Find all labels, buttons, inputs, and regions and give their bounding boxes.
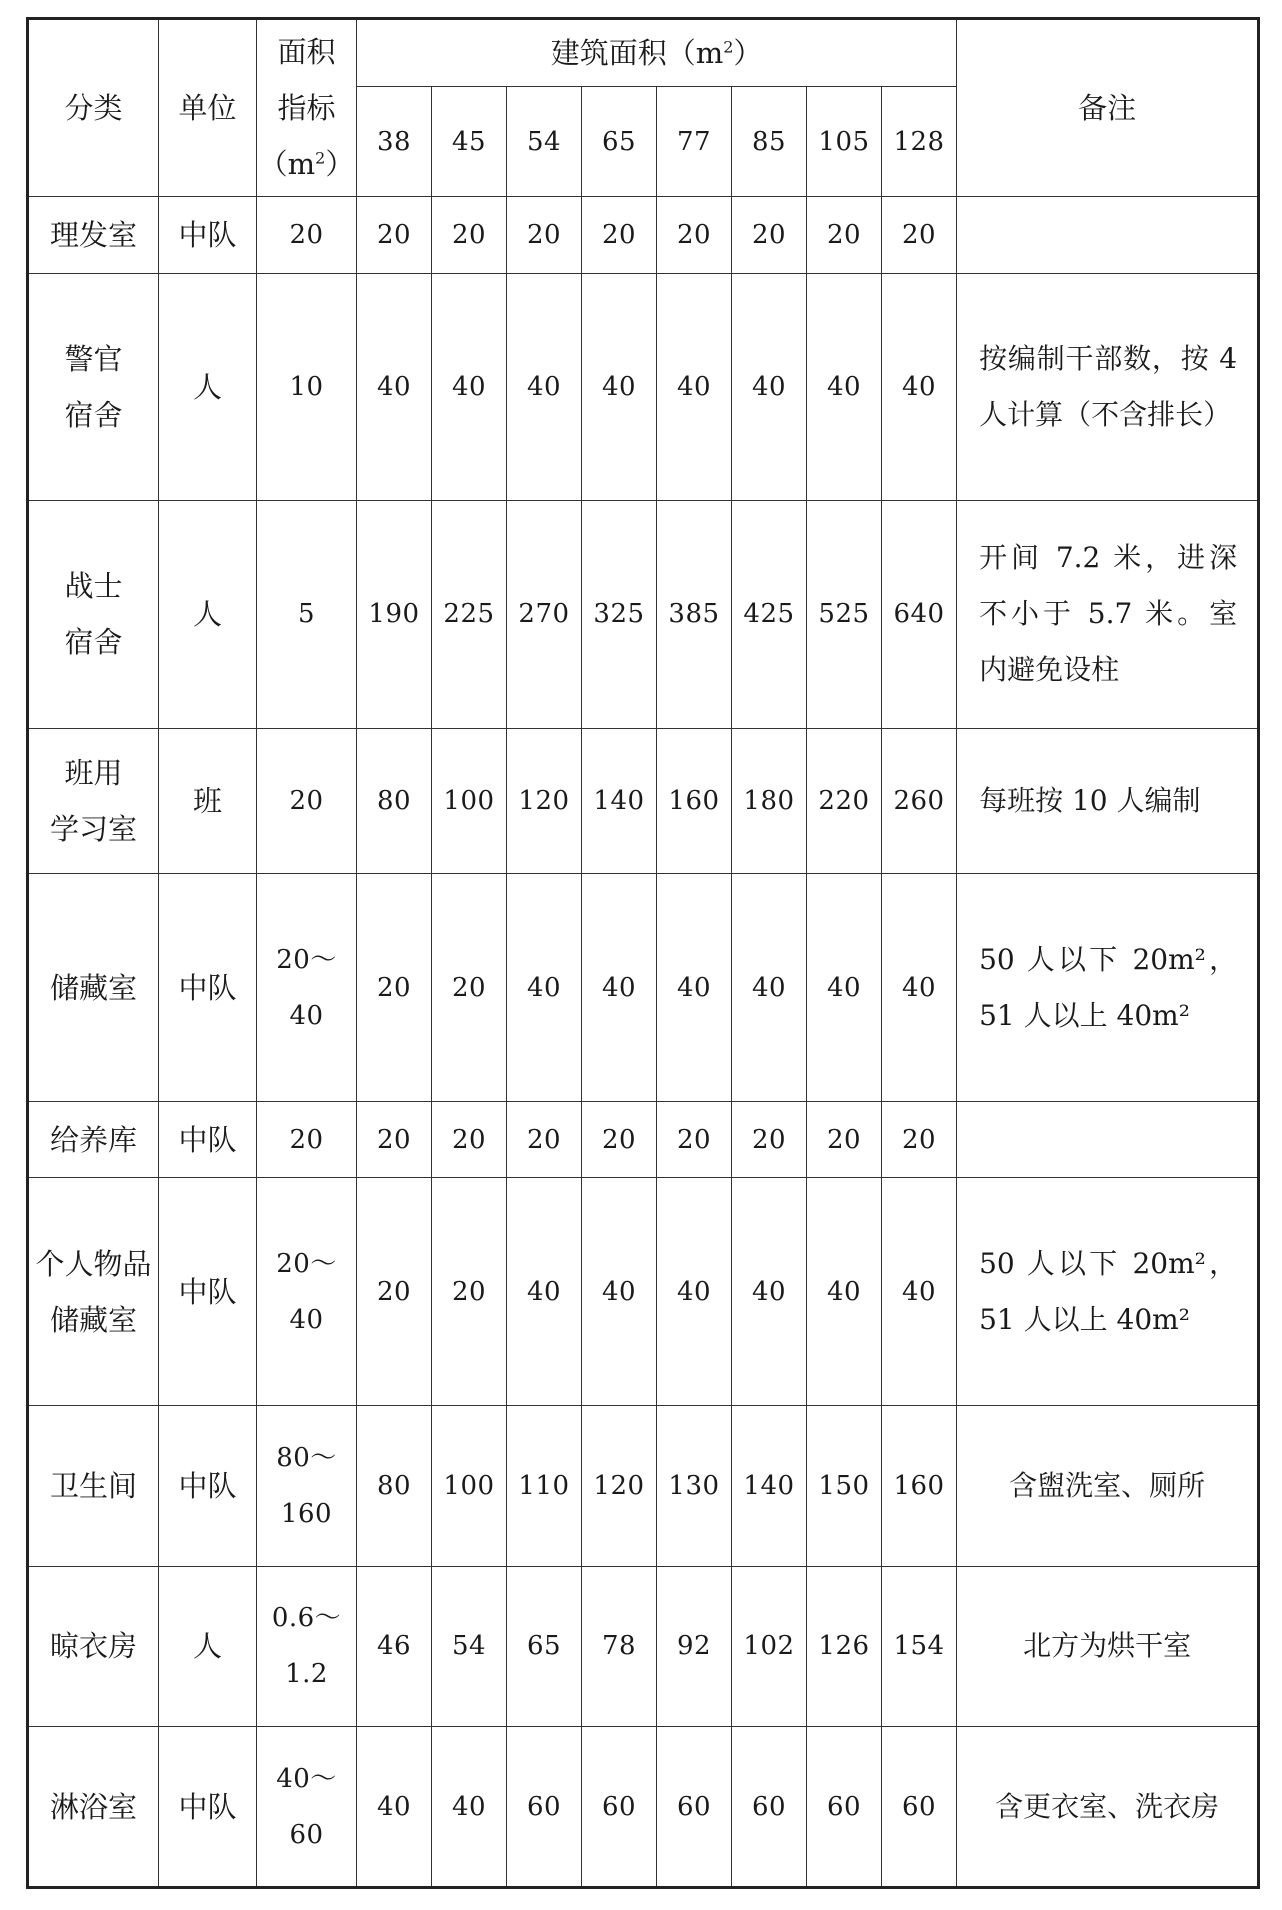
building-area-value-cell: 40 — [657, 273, 732, 500]
table-row — [28, 874, 1259, 1101]
area-standard-table — [26, 17, 1260, 1889]
header-building-size-77: 77 — [657, 87, 732, 197]
building-area-value-cell: 80 — [357, 728, 432, 874]
header-building-size-105: 105 — [807, 87, 882, 197]
table-row — [28, 1405, 1259, 1566]
unit-cell: 中队 — [159, 1405, 257, 1566]
building-area-value-cell: 154 — [882, 1566, 957, 1727]
room-name-cell: 战士 宿舍 — [28, 501, 159, 728]
header-area-index-line3 — [257, 136, 356, 192]
building-area-value-cell: 220 — [807, 728, 882, 874]
building-area-value-cell: 130 — [657, 1405, 732, 1566]
room-name-cell: 个人物品 储藏室 — [28, 1178, 159, 1405]
building-area-value-cell: 225 — [432, 501, 507, 728]
building-area-value-cell: 78 — [582, 1566, 657, 1727]
building-area-value-cell: 20 — [882, 1101, 957, 1178]
remark-cell: 含更衣室、洗衣房 — [957, 1727, 1259, 1888]
header-remarks-text: 备注 — [1078, 91, 1137, 125]
building-area-value-cell: 20 — [582, 1101, 657, 1178]
building-area-value-cell: 190 — [357, 501, 432, 728]
building-area-value-cell: 20 — [432, 1178, 507, 1405]
building-area-value-cell: 20 — [357, 1178, 432, 1405]
building-area-value-cell: 40 — [507, 874, 582, 1101]
table-row — [28, 1566, 1259, 1727]
header-area-index-line2: 指标 — [277, 91, 336, 125]
building-area-value-cell: 20 — [732, 1101, 807, 1178]
header-unit — [159, 19, 257, 197]
header-building-area — [357, 19, 957, 87]
header-building-size-45: 45 — [432, 87, 507, 197]
building-area-value-cell: 60 — [582, 1727, 657, 1888]
room-name-cell: 警官 宿舍 — [28, 273, 159, 500]
unit-cell: 人 — [159, 1566, 257, 1727]
header-building-area-sup: 2 — [723, 37, 734, 57]
remark-cell: 北方为烘干室 — [957, 1566, 1259, 1727]
header-category-text: 分类 — [64, 91, 123, 125]
table-row — [28, 1178, 1259, 1405]
building-area-value-cell: 40 — [807, 1178, 882, 1405]
room-name-cell: 给养库 — [28, 1101, 159, 1178]
header-area-index-unit: （m — [258, 147, 316, 181]
unit-cell: 中队 — [159, 1178, 257, 1405]
table-row — [28, 728, 1259, 874]
room-name-cell: 班用 学习室 — [28, 728, 159, 874]
building-area-value-cell: 100 — [432, 1405, 507, 1566]
table-row — [28, 273, 1259, 500]
remark-cell — [957, 197, 1259, 274]
building-area-value-cell: 325 — [582, 501, 657, 728]
building-area-value-cell: 40 — [507, 273, 582, 500]
building-area-value-cell: 640 — [882, 501, 957, 728]
area-standard-table-frame — [26, 17, 1258, 1889]
building-area-value-cell: 20 — [507, 1101, 582, 1178]
table-row — [28, 1101, 1259, 1178]
area-index-cell: 20～ 40 — [257, 874, 357, 1101]
remark-cell: 50 人以下 20m²，51 人以上 40m² — [957, 874, 1259, 1101]
area-index-cell: 20 — [257, 728, 357, 874]
building-area-value-cell: 385 — [657, 501, 732, 728]
header-area-index-line1: 面积 — [277, 35, 336, 69]
building-area-value-cell: 40 — [732, 273, 807, 500]
unit-cell: 中队 — [159, 874, 257, 1101]
room-name-cell: 晾衣房 — [28, 1566, 159, 1727]
building-area-value-cell: 110 — [507, 1405, 582, 1566]
building-area-value-cell: 40 — [657, 1178, 732, 1405]
header-building-size-128: 128 — [882, 87, 957, 197]
building-area-value-cell: 20 — [507, 197, 582, 274]
building-area-value-cell: 40 — [432, 1727, 507, 1888]
building-area-value-cell: 40 — [432, 273, 507, 500]
header-building-size-65: 65 — [582, 87, 657, 197]
area-index-cell: 20 — [257, 1101, 357, 1178]
room-name-cell: 卫生间 — [28, 1405, 159, 1566]
building-area-value-cell: 20 — [882, 197, 957, 274]
unit-cell: 中队 — [159, 197, 257, 274]
remark-cell: 50 人以下 20m²，51 人以上 40m² — [957, 1178, 1259, 1405]
building-area-value-cell: 270 — [507, 501, 582, 728]
remark-cell — [957, 1101, 1259, 1178]
header-building-size-85: 85 — [732, 87, 807, 197]
area-index-cell: 40～ 60 — [257, 1727, 357, 1888]
remark-cell: 按编制干部数，按 4 人计算（不含排长） — [957, 273, 1259, 500]
building-area-value-cell: 20 — [432, 197, 507, 274]
building-area-value-cell: 20 — [432, 1101, 507, 1178]
unit-cell: 人 — [159, 501, 257, 728]
building-area-value-cell: 40 — [882, 273, 957, 500]
table-row — [28, 501, 1259, 728]
remark-cell: 含盥洗室、厕所 — [957, 1405, 1259, 1566]
header-area-index-close: ） — [325, 147, 355, 181]
building-area-value-cell: 40 — [882, 874, 957, 1101]
remark-cell: 每班按 10 人编制 — [957, 728, 1259, 874]
table-row — [28, 1727, 1259, 1888]
building-area-value-cell: 150 — [807, 1405, 882, 1566]
remark-cell: 开间 7.2 米，进深不小于 5.7 米。室内避免设柱 — [957, 501, 1259, 728]
building-area-value-cell: 120 — [507, 728, 582, 874]
building-area-value-cell: 60 — [807, 1727, 882, 1888]
unit-cell: 班 — [159, 728, 257, 874]
header-building-size-54: 54 — [507, 87, 582, 197]
unit-cell: 中队 — [159, 1101, 257, 1178]
header-building-area-close: ） — [733, 36, 763, 70]
building-area-value-cell: 20 — [657, 197, 732, 274]
building-area-value-cell: 92 — [657, 1566, 732, 1727]
building-area-value-cell: 160 — [657, 728, 732, 874]
building-area-value-cell: 126 — [807, 1566, 882, 1727]
building-area-value-cell: 60 — [882, 1727, 957, 1888]
building-area-value-cell: 20 — [657, 1101, 732, 1178]
building-area-value-cell: 525 — [807, 501, 882, 728]
building-area-value-cell: 40 — [807, 273, 882, 500]
building-area-value-cell: 80 — [357, 1405, 432, 1566]
building-area-value-cell: 40 — [582, 1178, 657, 1405]
area-index-cell: 10 — [257, 273, 357, 500]
building-area-value-cell: 20 — [807, 197, 882, 274]
building-area-value-cell: 20 — [357, 874, 432, 1101]
header-area-index-sup: 2 — [315, 148, 326, 168]
room-name-cell: 储藏室 — [28, 874, 159, 1101]
building-area-value-cell: 60 — [657, 1727, 732, 1888]
building-area-value-cell: 65 — [507, 1566, 582, 1727]
building-area-value-cell: 425 — [732, 501, 807, 728]
building-area-value-cell: 54 — [432, 1566, 507, 1727]
header-building-size-38: 38 — [357, 87, 432, 197]
building-area-value-cell: 140 — [732, 1405, 807, 1566]
building-area-value-cell: 20 — [357, 197, 432, 274]
building-area-value-cell: 40 — [582, 874, 657, 1101]
building-area-value-cell: 40 — [882, 1178, 957, 1405]
unit-cell: 人 — [159, 273, 257, 500]
building-area-value-cell: 20 — [432, 874, 507, 1101]
building-area-value-cell: 40 — [357, 273, 432, 500]
room-name-cell: 理发室 — [28, 197, 159, 274]
header-remarks — [957, 19, 1259, 197]
area-index-cell: 20～ 40 — [257, 1178, 357, 1405]
room-name-cell: 淋浴室 — [28, 1727, 159, 1888]
header-building-area-text: 建筑面积（m — [550, 36, 724, 70]
header-category — [28, 19, 159, 197]
building-area-value-cell: 20 — [357, 1101, 432, 1178]
building-area-value-cell: 40 — [732, 874, 807, 1101]
building-area-value-cell: 20 — [807, 1101, 882, 1178]
area-index-cell: 0.6～ 1.2 — [257, 1566, 357, 1727]
header-unit-text: 单位 — [178, 91, 237, 125]
building-area-value-cell: 180 — [732, 728, 807, 874]
building-area-value-cell: 20 — [582, 197, 657, 274]
building-area-value-cell: 40 — [732, 1178, 807, 1405]
unit-cell: 中队 — [159, 1727, 257, 1888]
building-area-value-cell: 40 — [357, 1727, 432, 1888]
building-area-value-cell: 20 — [732, 197, 807, 274]
building-area-value-cell: 160 — [882, 1405, 957, 1566]
area-index-cell: 5 — [257, 501, 357, 728]
building-area-value-cell: 102 — [732, 1566, 807, 1727]
building-area-value-cell: 60 — [732, 1727, 807, 1888]
building-area-value-cell: 40 — [807, 874, 882, 1101]
building-area-value-cell: 60 — [507, 1727, 582, 1888]
building-area-value-cell: 260 — [882, 728, 957, 874]
building-area-value-cell: 40 — [582, 273, 657, 500]
building-area-value-cell: 40 — [657, 874, 732, 1101]
area-index-cell: 80～ 160 — [257, 1405, 357, 1566]
building-area-value-cell: 46 — [357, 1566, 432, 1727]
building-area-value-cell: 100 — [432, 728, 507, 874]
area-index-cell: 20 — [257, 197, 357, 274]
building-area-value-cell: 120 — [582, 1405, 657, 1566]
table-row — [28, 197, 1259, 274]
building-area-value-cell: 40 — [507, 1178, 582, 1405]
header-area-index — [257, 19, 357, 197]
building-area-value-cell: 140 — [582, 728, 657, 874]
